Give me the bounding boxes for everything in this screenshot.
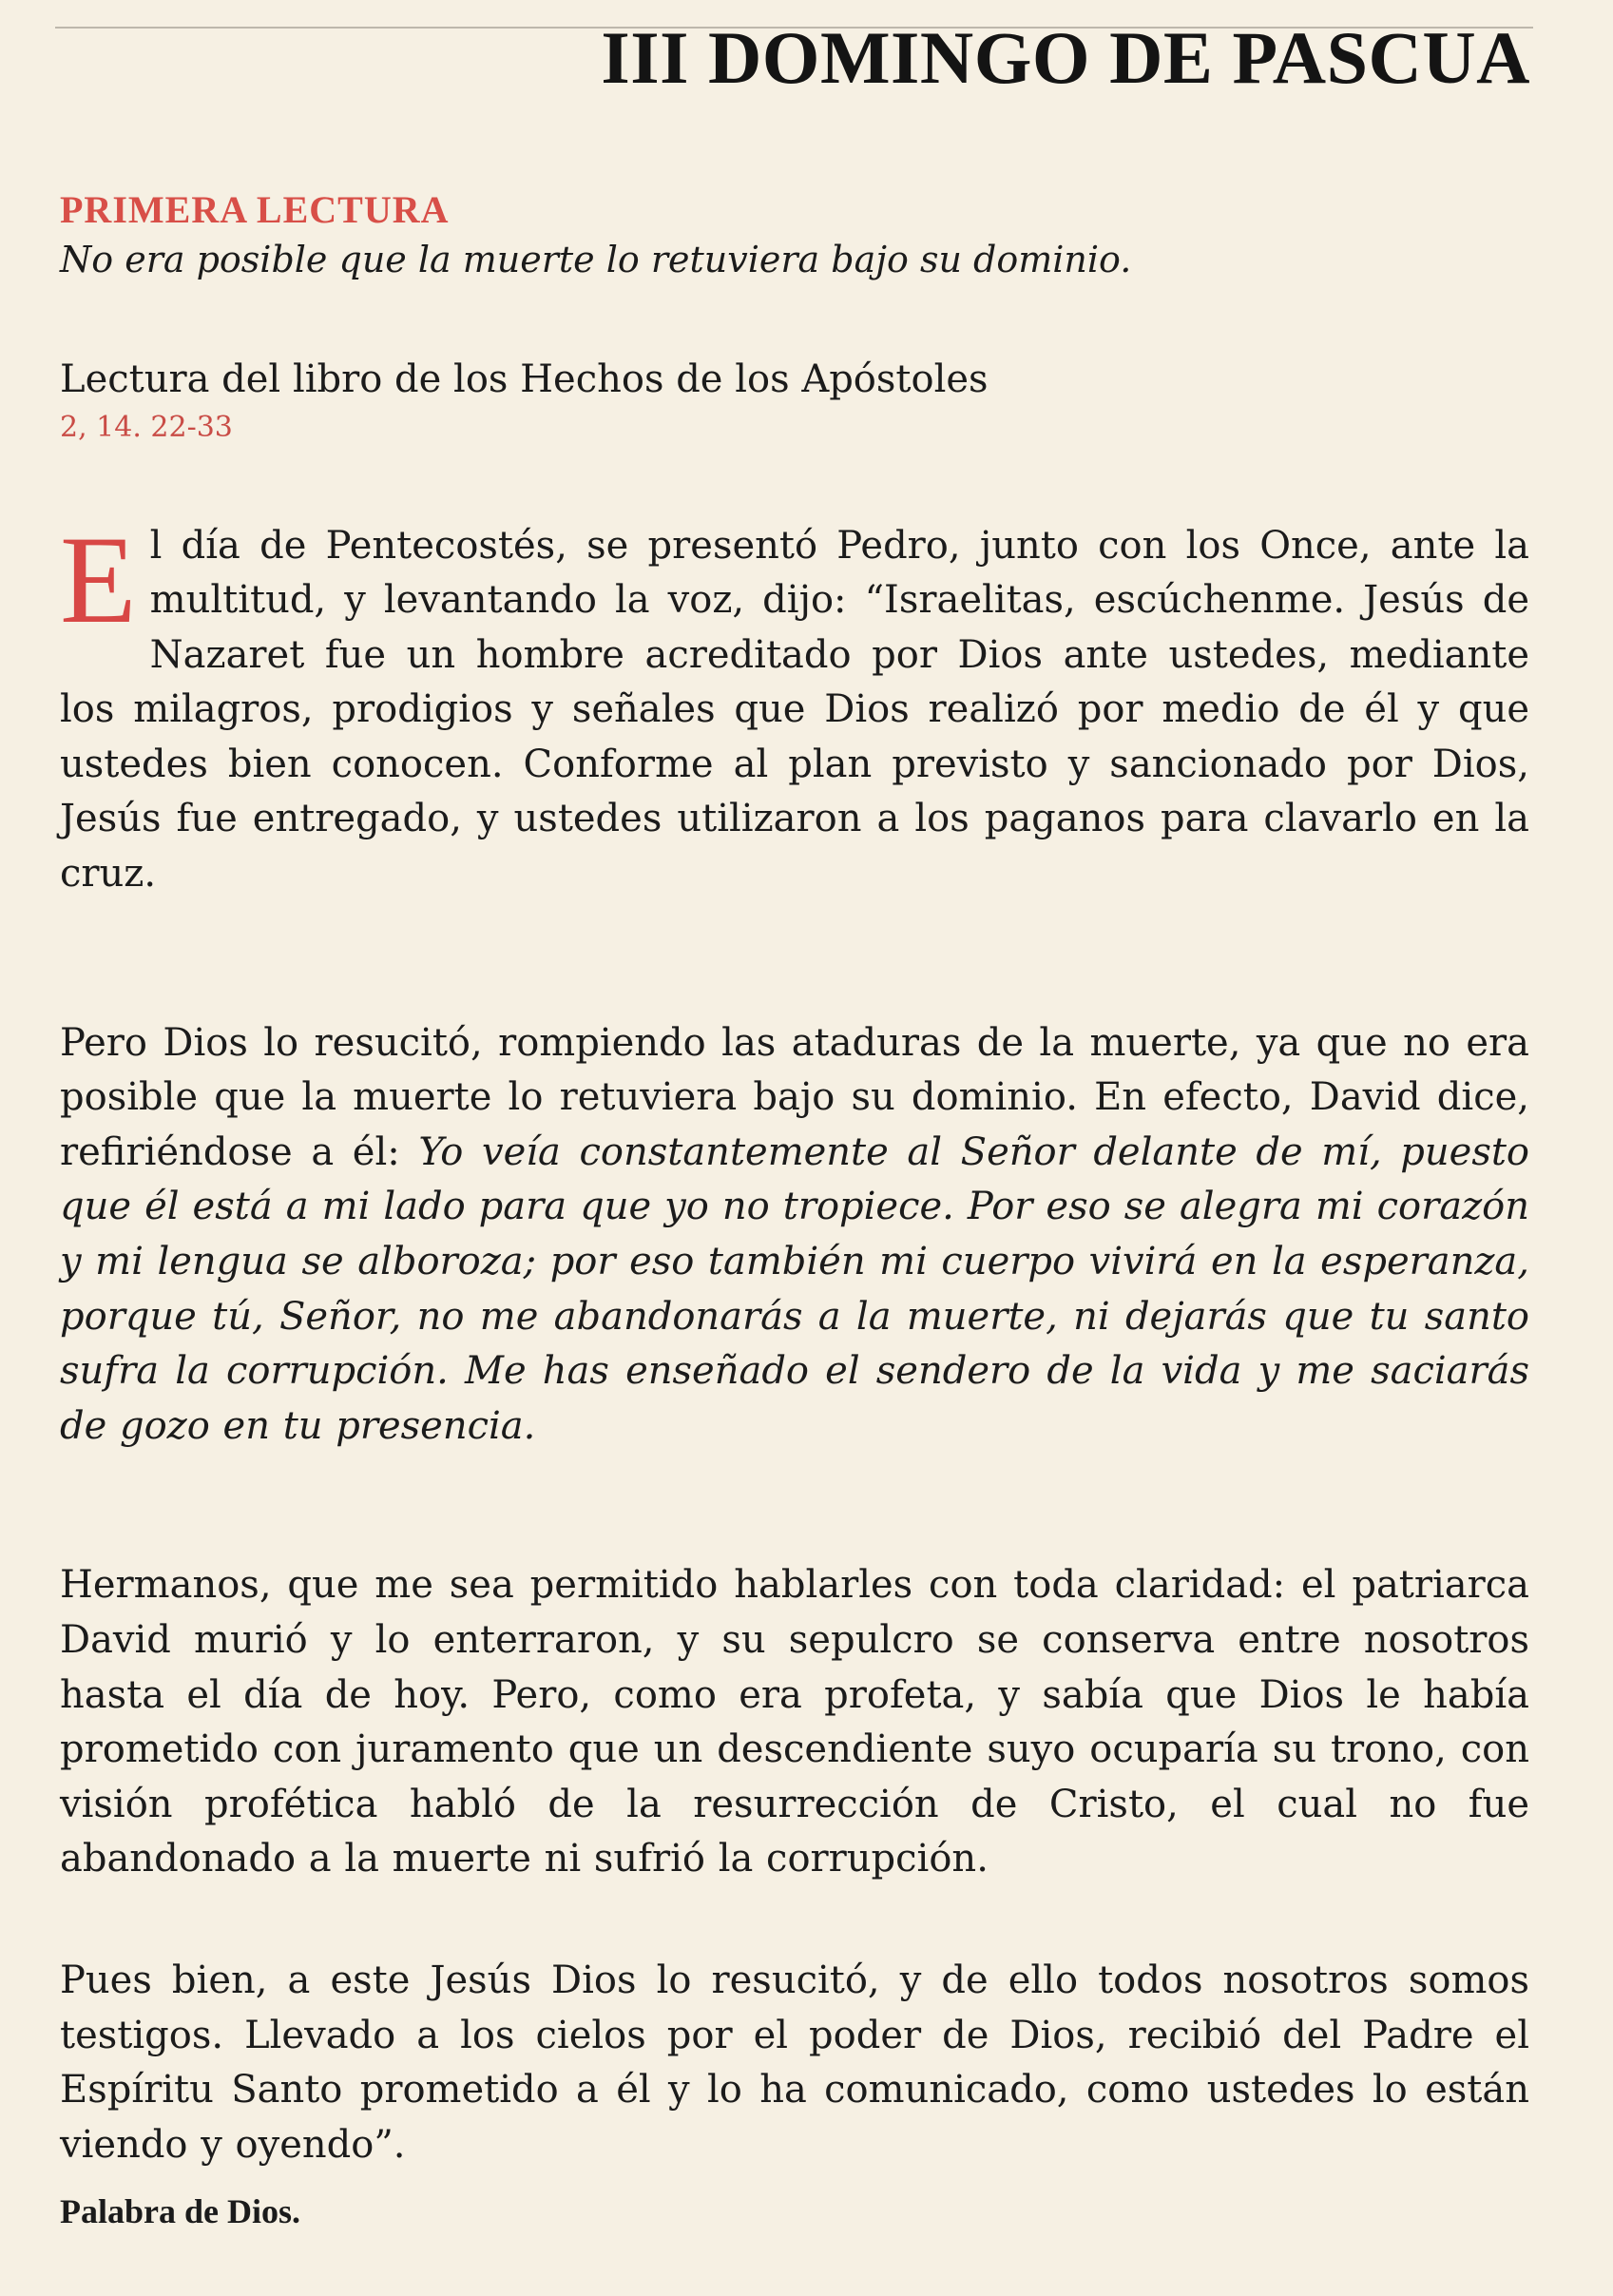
book-title: Lectura del libro de los Hechos de los Apóstoles [60, 357, 989, 401]
reading-subtitle: No era posible que la muerte lo retuviera bajo su dominio. [60, 239, 1132, 280]
reading-label: PRIMERA LECTURA [60, 188, 450, 231]
page-header [57, 16, 1530, 99]
paragraph-david: Hermanos, que me sea permitido hablarles con toda claridad: el patriarca David murió y lo enterraron, y su sepulcro se conserva entre nosotros hasta el día de hoy. Pero, como era profeta, y sabía que Dios le había prometido con juramento que un descendiente suyo ocuparía su trono, con visión profética habló de la resurrección de Cristo, el cual no fue abandonado a la muerte ni sufrió la corrupción. [60, 1563, 1529, 1881]
paragraph-witnesses: Pues bien, a este Jesús Dios lo resucitó, y de ello todos nosotros somos testigos. Llevado a los cielos por el poder de Dios, recibió del Padre el Espíritu Santo prometido a él y lo ha comunicado, como ustedes lo están viendo y oyendo”. [60, 1958, 1529, 2167]
scripture-citation: 2, 14. 22-33 [60, 410, 233, 444]
psalm-quotation: Yo veía constantemente al Señor delante de mí, puesto que él está a mi lado para que yo no tropiece. Por eso se alegra mi corazón y mi lengua se alboroza; por eso también mi cuerpo vivirá en la esperanza, porque tú, Señor, no me abandonarás a la muerte, ni dejarás que tu santo sufra la corrupción. Me has enseñado el sendero de la vida y me saciarás de gozo en tu presencia. [60, 1129, 1530, 1448]
paragraph-pentecost [60, 509, 1529, 902]
closing-acclamation: Palabra de Dios. [60, 2192, 301, 2231]
paragraph-resurrection [60, 1016, 1529, 1455]
paragraph-pentecost-text: l día de Pentecostés, se presentó Pedro, junto con los Once, ante la multitud, y levantando la voz, dijo: “Israelitas, escúchenme. Jesús de Nazaret fue un hombre acreditado por Dios ante ustedes, mediante los milagros, prodigios y señales que Dios realizó por medio de él y que ustedes bien conocen. Conforme al plan previsto y sancionado por Dios, Jesús fue entregado, y ustedes utilizaron a los paganos para clavarlo en la cruz. [60, 523, 1529, 897]
paragraph-resurrection-intro: Pero Dios lo resucitó, rompiendo las ataduras de la muerte, ya que no era posible que la muerte lo retuviera bajo su dominio. En efecto, David dice, refiriéndose a él: [60, 1020, 1529, 1174]
reading-content [60, 188, 1529, 2233]
drop-cap: E [60, 509, 137, 649]
page-title: III DOMINGO DE PASCUA [601, 16, 1530, 99]
